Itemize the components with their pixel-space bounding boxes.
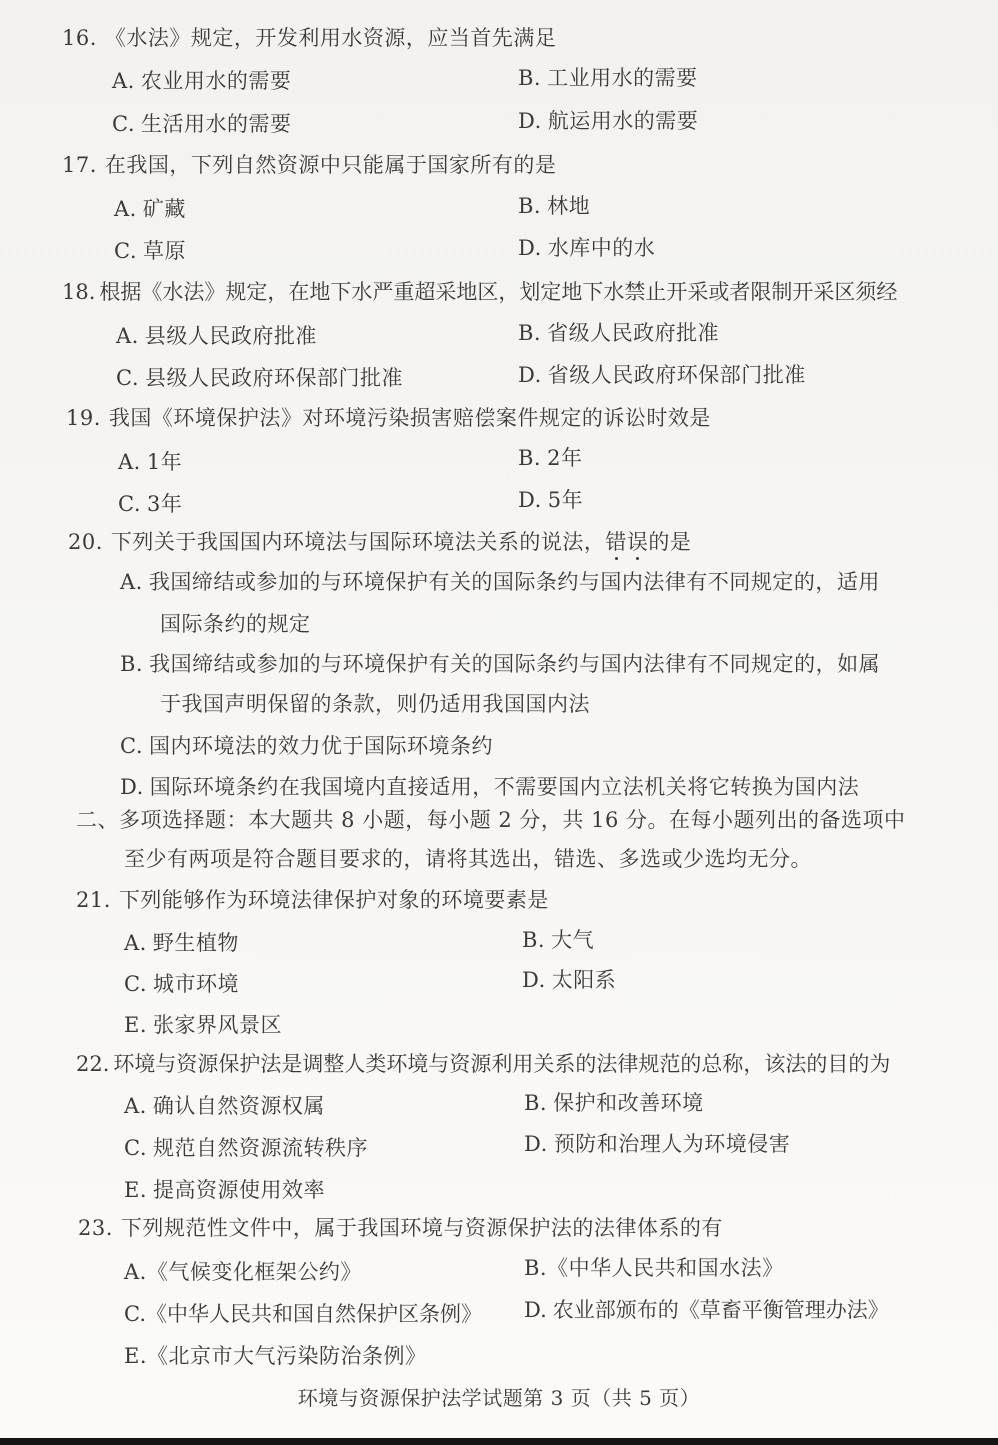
option-23-c (124, 1300, 482, 1328)
option-23-a (124, 1258, 362, 1286)
option-22-b (524, 1089, 704, 1117)
question-22-stem (76, 1050, 890, 1078)
option-23-b (524, 1254, 784, 1282)
option-text: 于我国声明保留的条款，则仍适用我国国内法 (160, 692, 590, 716)
option-text: 县级人民政府批准 (144, 324, 317, 348)
question-number: 20. (68, 530, 103, 554)
option-letter: D. (522, 968, 546, 992)
option-23-d (524, 1296, 889, 1324)
option-letter: C. (118, 492, 141, 516)
option-text: 城市环境 (153, 972, 239, 996)
option-letter: B. (524, 1256, 548, 1280)
option-20-a-line2 (160, 610, 311, 638)
option-text: 国际环境条约在我国境内直接适用，不需要国内立法机关将它转换为国内法 (149, 775, 860, 799)
option-text: 保护和改善环境 (553, 1091, 704, 1115)
option-17-b (518, 192, 590, 220)
option-letter: D. (524, 1298, 547, 1322)
option-22-c (124, 1134, 368, 1162)
question-20-stem (68, 528, 691, 556)
option-20-b-line2 (160, 690, 590, 718)
option-text: 国际条约的规定 (160, 612, 311, 636)
option-17-a (114, 195, 186, 223)
option-text: 张家界风景区 (153, 1013, 283, 1037)
option-letter: E. (124, 1013, 148, 1037)
option-letter: C. (120, 734, 143, 758)
option-22-e (124, 1176, 325, 1204)
page-footer: 环境与资源保护法学试题第 3 页（共 5 页） (297, 1386, 701, 1410)
question-text: 在我国，下列自然资源中只能属于国家所有的是 (104, 153, 557, 177)
question-number: 19. (66, 406, 101, 430)
option-letter: D. (518, 109, 542, 133)
section-2-heading-line2: 至少有两项是符合题目要求的，请将其选出，错选、多选或少选均无分。 (124, 847, 812, 871)
option-letter: B. (518, 194, 542, 218)
option-text: 预防和治理人为环境侵害 (553, 1132, 791, 1156)
option-text: 生活用水的需要 (141, 112, 292, 136)
question-number: 17. (62, 153, 97, 177)
option-letter: B. (524, 1091, 548, 1115)
question-19-stem (66, 404, 711, 432)
option-letter: B. (120, 652, 144, 676)
option-letter: D. (518, 236, 542, 260)
option-19-b (518, 444, 582, 472)
option-16-b (518, 64, 698, 92)
question-number: 22. (76, 1052, 110, 1076)
question-text: 下列能够作为环境法律保护对象的环境要素是 (118, 888, 549, 912)
option-text: 大气 (551, 928, 595, 952)
section-2-heading-line1: 二、多项选择题：本大题共 8 小题，每小题 2 分，共 16 分。在每小题列出的备选项中 (76, 808, 906, 832)
option-18-d (518, 361, 806, 389)
question-17-stem (62, 151, 556, 179)
question-number: 23. (78, 1216, 113, 1240)
option-16-a (112, 67, 291, 95)
option-text: 太阳系 (551, 968, 617, 992)
option-text: 《中华人民共和国自然保护区条例》 (146, 1302, 482, 1326)
question-text: 环境与资源保护法是调整人类环境与资源利用关系的法律规范的总称，该法的目的为 (113, 1052, 891, 1076)
option-letter: C. (124, 972, 147, 996)
question-text: 根据《水法》规定，在地下水严重超采地区，划定地下水禁止开采或者限制开采区须经 (99, 280, 898, 304)
option-18-a (116, 322, 317, 350)
option-letter: A. (118, 450, 141, 474)
option-letter: C. (124, 1302, 146, 1326)
option-letter: E. (124, 1344, 148, 1368)
option-letter: C. (114, 239, 137, 263)
question-21-stem (76, 886, 549, 914)
option-letter: C. (116, 366, 139, 390)
option-22-d (524, 1130, 790, 1158)
emphasized-char: 误 (626, 530, 649, 554)
question-text: 下列关于我国国内环境法与国际环境法关系的说法， (110, 530, 606, 554)
option-letter: D. (120, 775, 144, 799)
option-text: 确认自然资源权属 (152, 1094, 325, 1118)
option-text: 工业用水的需要 (547, 66, 698, 90)
question-text: 《水法》规定，开发利用水资源，应当首先满足 (104, 26, 557, 50)
option-19-c (118, 490, 182, 518)
option-text: 县级人民政府环保部门批准 (145, 366, 403, 390)
option-letter: C. (112, 112, 135, 136)
question-text: 我国《环境保护法》对环境污染损害赔偿案件规定的诉讼时效是 (108, 406, 711, 430)
option-text: 《中华人民共和国水法》 (547, 1256, 784, 1280)
option-letter: B. (522, 928, 546, 952)
option-text: 1年 (146, 450, 183, 474)
option-19-a (118, 448, 182, 476)
option-text: 省级人民政府批准 (547, 321, 720, 345)
option-letter: A. (124, 1260, 147, 1284)
option-text: 规范自然资源流转秩序 (153, 1136, 368, 1160)
option-letter: A. (124, 931, 147, 955)
option-20-b-line1 (120, 650, 880, 678)
option-22-a (124, 1092, 325, 1120)
option-text: 航运用水的需要 (547, 109, 699, 133)
option-letter: B. (518, 321, 542, 345)
option-text: 野生植物 (152, 931, 239, 955)
option-21-c (124, 970, 239, 998)
option-text: 省级人民政府环保部门批准 (547, 363, 806, 387)
option-text: 矿藏 (142, 197, 186, 221)
option-text: 5年 (547, 488, 584, 512)
question-number: 21. (76, 888, 111, 912)
option-text: 林地 (547, 194, 591, 218)
option-18-b (518, 319, 719, 347)
option-letter: D. (524, 1132, 548, 1156)
option-letter: E. (124, 1178, 148, 1202)
question-number: 16. (62, 26, 97, 50)
option-20-c (120, 732, 493, 760)
question-text: 下列规范性文件中，属于我国环境与资源保护法的法律体系的有 (120, 1216, 723, 1240)
option-text: 农业用水的需要 (140, 69, 292, 93)
option-19-d (518, 486, 583, 514)
option-letter: D. (518, 363, 542, 387)
option-letter: A. (114, 197, 137, 221)
option-21-e (124, 1011, 282, 1039)
option-text: 《北京市大气污染防治条例》 (147, 1344, 427, 1368)
option-23-e (124, 1342, 427, 1370)
question-23-stem (78, 1214, 723, 1242)
option-17-d (518, 234, 655, 262)
question-number: 18. (62, 280, 96, 304)
option-letter: A. (112, 69, 135, 93)
option-text: 3年 (147, 492, 183, 516)
option-text: 国内环境法的效力优于国际环境条约 (149, 734, 493, 758)
scan-bottom-edge (0, 1438, 998, 1445)
option-text: 提高资源使用效率 (153, 1178, 326, 1202)
question-18-stem (62, 278, 897, 306)
question-text: 的是 (648, 530, 692, 554)
option-letter: C. (124, 1136, 147, 1160)
option-21-d (522, 966, 616, 994)
option-17-c (114, 237, 186, 265)
option-letter: B. (518, 66, 542, 90)
option-21-b (522, 926, 594, 954)
option-text: 2年 (547, 446, 583, 470)
option-letter: B. (518, 446, 542, 470)
option-text: 《气候变化框架公约》 (146, 1260, 362, 1284)
option-text: 水库中的水 (547, 236, 656, 260)
option-20-a-line1 (120, 568, 880, 596)
option-16-d (518, 107, 698, 135)
option-text: 我国缔结或参加的与环境保护有关的国际条约与国内法律有不同规定的，如属 (149, 652, 881, 676)
option-letter: D. (518, 488, 542, 512)
emphasized-char: 错 (605, 530, 627, 554)
option-letter: A. (116, 324, 139, 348)
option-text: 我国缔结或参加的与环境保护有关的国际条约与国内法律有不同规定的，适用 (148, 570, 880, 594)
option-21-a (124, 929, 239, 957)
option-letter: A. (124, 1094, 147, 1118)
option-text: 农业部颁布的《草畜平衡管理办法》 (552, 1298, 889, 1322)
option-text: 草原 (143, 239, 186, 263)
option-letter: A. (120, 570, 143, 594)
question-16-stem (62, 24, 556, 52)
option-18-c (116, 364, 403, 392)
option-16-c (112, 110, 292, 138)
option-20-d (120, 773, 859, 801)
